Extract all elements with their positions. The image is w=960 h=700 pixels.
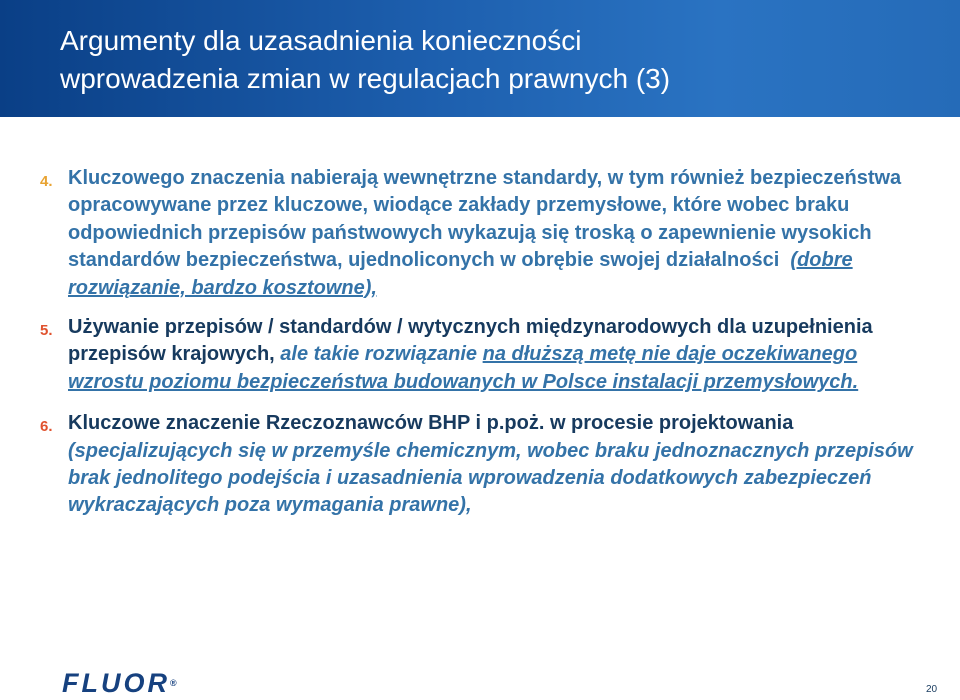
item-number: 6. <box>40 418 53 436</box>
item-text: Używanie przepisów / standardów / wytycznych międzynarodowych dla uzupełnienia przepisów krajowych, <box>68 316 873 366</box>
registered-mark: ® <box>169 678 177 688</box>
slide-title <box>60 22 940 98</box>
item-italic-remark: ale takie rozwiązanie <box>280 343 478 366</box>
slide-title-line-1: Argumenty dla uzasadnienia konieczności <box>60 25 582 56</box>
logo-text: FLUOR <box>62 668 170 698</box>
item-text: Kluczowe znaczenie Rzeczoznawców BHP i p.poż. w procesie projektowania <box>68 412 794 435</box>
item-number: 4. <box>40 173 53 190</box>
item-italic-underlined-remark: na dłuższą metę nie daje oczekiwanego wzrostu poziomu bezpieczeństwa budowanych w Polsce instalacji przemysłowych. <box>68 343 859 393</box>
item-number: 5. <box>40 322 53 340</box>
list-item-6 <box>40 410 920 520</box>
fluor-logo <box>62 668 177 698</box>
item-italic-remark: (dobre rozwiązanie, bardzo kosztowne), <box>68 249 853 299</box>
slide-body <box>40 165 920 534</box>
slide-title-line-2: wprowadzenia zmian w regulacjach prawnych (3) <box>60 63 671 94</box>
page-number: 20 <box>926 684 938 695</box>
title-banner <box>0 0 960 117</box>
item-text: Kluczowego znaczenia nabierają wewnętrzne standardy, w tym również bezpieczeństwa opracowywane przez kluczowe, wiodące zakłady przemysłowe, które wobec braku odpowiednich przepisów państwowych wykazują się troską o zapewnienie wysokich standardów bezpieczeństwa, ujednoliconych w obrębie swojej działalności <box>68 167 902 272</box>
list-item-4 <box>40 165 920 302</box>
list-item-5 <box>40 314 920 396</box>
item-italic-remark: (specjalizujących się w przemyśle chemicznym, wobec braku jednoznacznych przepisów brak jednolitego podejścia i uzasadnienia wprowadzenia dodatkowych zabezpieczeń wykraczających poza wymagania prawne), <box>68 439 913 517</box>
